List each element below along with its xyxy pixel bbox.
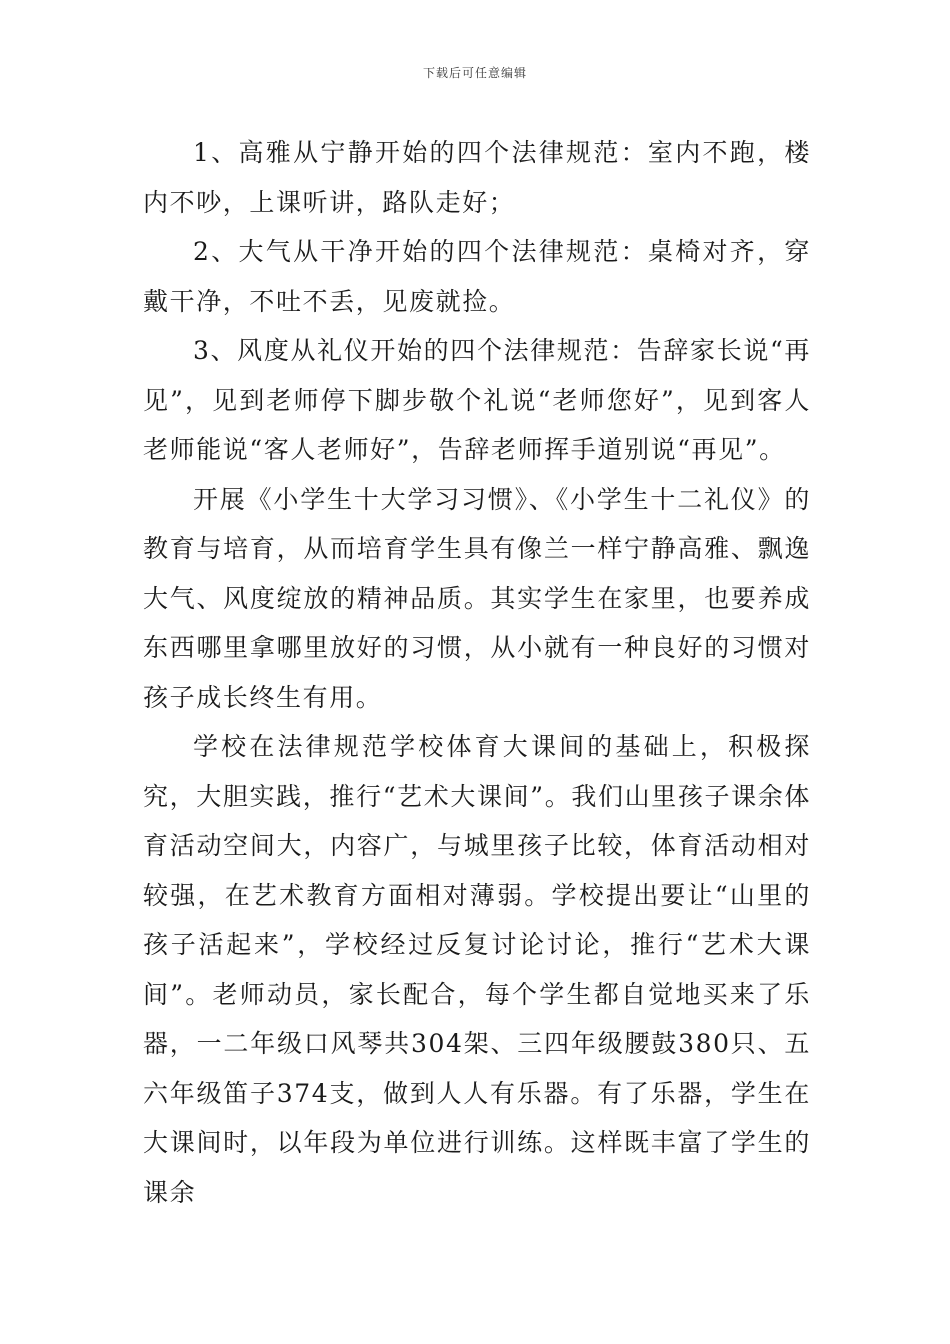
paragraph-rule-cleanliness: 2、大气从干净开始的四个法律规范：桌椅对齐，穿戴干净，不吐不丢，见废就捡。 xyxy=(143,237,811,316)
paragraph-art-break: 学校在法律规范学校体育大课间的基础上，积极探究，大胆实践，推行“艺术大课间”。我们山里孩子课余体育活动空间大，内容广，与城里孩子比较，体育活动相对较强，在艺术教育方面相对薄弱。学校提出要让“山里的孩子活起来”，学校经过反复讨论讨论，推行“艺术大课间”。老师动员，家长配合，每个学生都自觉地买来了乐器，一二年级口风琴共304架、三四年级腰鼓380只、五六年级笛子374支，做到人人有乐器。有了乐器，学生在大课间时，以年段为单位进行训练。这样既丰富了学生的课余 xyxy=(143,732,811,1207)
paragraph-habits-education: 开展《小学生十大学习习惯》、《小学生十二礼仪》的教育与培育，从而培育学生具有像兰一样宁静高雅、飘逸大气、风度绽放的精神品质。其实学生在家里，也要养成东西哪里拿哪里放好的习惯，从小就有一种良好的习惯对孩子成长终生有用。 xyxy=(143,484,811,712)
paragraph-rule-elegance: 1、高雅从宁静开始的四个法律规范：室内不跑，楼内不吵，上课听讲，路队走好； xyxy=(143,138,811,217)
paragraph-rule-etiquette: 3、风度从礼仪开始的四个法律规范：告辞家长说“再见”，见到老师停下脚步敬个礼说“老师您好”，见到客人老师能说“客人老师好”，告辞老师挥手道别说“再见”。 xyxy=(143,336,811,464)
page-header-note: 下载后可任意编辑 xyxy=(422,66,527,80)
document-body xyxy=(143,128,811,1217)
